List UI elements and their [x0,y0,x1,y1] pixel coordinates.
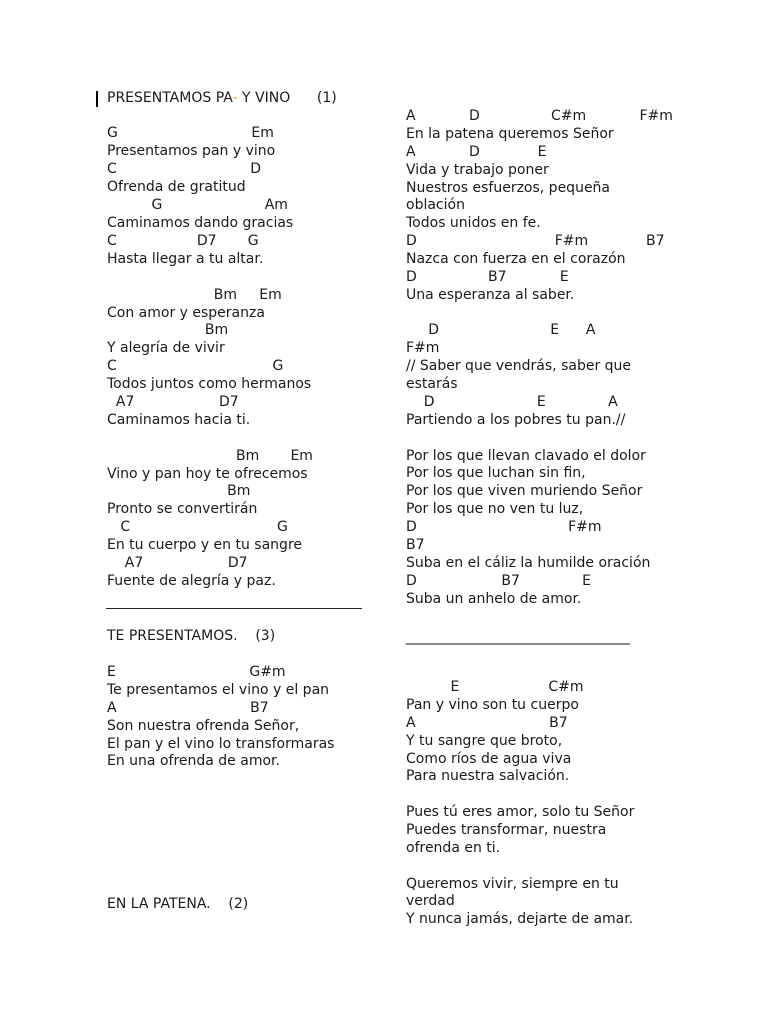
left-line-14: Todos juntos como hermanos [107,376,312,392]
right-line-33: Puedes transformar, nuestra [406,822,607,838]
left-line-2: Presentamos pan y vino [107,143,276,159]
right-separator-line: ________________________________ [406,629,630,645]
right-line-18: Por los que luchan sin fin, [406,465,586,481]
left-line-25: TE PRESENTAMOS. (3) [107,628,276,644]
right-line-30: Como ríos de agua viva [406,751,572,767]
right-line-9: D B7 E [406,269,569,285]
left-line-13: C G [107,358,284,374]
right-line-32: Pues tú eres amor, solo tu Señor [406,804,635,820]
right-line-31: Para nuestra salvación. [406,768,570,784]
right-line-26: E C#m [406,679,584,695]
right-line-25: Suba un anhelo de amor. [406,591,582,607]
left-line-10: Con amor y esperanza [107,305,265,321]
right-line-14: estarás [406,376,458,392]
left-line-16: Caminamos hacia ti. [107,412,251,428]
right-line-35: Queremos vivir, siempre en tu [406,876,619,892]
right-line-12: F#m [406,340,440,356]
right-line-34: ofrenda en ti. [406,840,501,856]
right-line-16: Partiendo a los pobres tu pan.// [406,412,626,428]
right-line-27: Pan y vino son tu cuerpo [406,697,579,713]
left-line-24: Fuente de alegría y paz. [107,573,276,589]
left-line-31: En una ofrenda de amor. [107,753,280,769]
left-line-1: G Em [107,125,274,141]
left-line-17: Bm Em [107,448,313,464]
right-line-5: oblación [406,197,465,213]
right-line-13: // Saber que vendrás, saber que [406,358,632,374]
right-line-37: Y nunca jamás, dejarte de amar. [406,911,634,927]
left-line-29: Son nuestra ofrenda Señor, [107,718,300,734]
right-line-20: Por los que no ven tu luz, [406,501,584,517]
right-line-22: B7 [406,537,425,553]
right-line-7: D F#m B7 [406,233,665,249]
left-line-27: Te presentamos el vino y el pan [107,682,330,698]
left-line-32: EN LA PATENA. (2) [107,896,249,912]
left-line-12: Y alegría de vivir [107,340,225,356]
right-line-19: Por los que viven muriendo Señor [406,483,643,499]
left-line-19: Bm [107,483,251,499]
right-line-2: A D E [406,144,547,160]
left-line-5: G Am [107,197,288,213]
left-line-22: En tu cuerpo y en tu sangre [107,537,303,553]
left-line-18: Vino y pan hoy te ofrecemos [107,466,308,482]
right-line-3: Vida y trabajo poner [406,162,549,178]
right-line-8: Nazca con fuerza en el corazón [406,251,626,267]
left-line-3: C D [107,161,262,177]
right-line-17: Por los que llevan clavado el dolor [406,448,646,464]
left-separator-line [106,608,362,609]
right-line-4: Nuestros esfuerzos, pequeña [406,180,611,196]
right-line-29: Y tu sangre que broto, [406,733,563,749]
left-line-28: A B7 [107,700,269,716]
title-dash: - [232,90,238,106]
left-line-21: C G [107,519,288,535]
right-line-23: Suba en el cáliz la humilde oración [406,555,651,571]
right-line-10: Una esperanza al saber. [406,287,575,303]
right-line-28: A B7 [406,715,568,731]
left-line-0 [107,90,337,108]
title-main: PRESENTAMOS PA [107,90,233,106]
left-line-4: Ofrenda de gratitud [107,179,246,195]
left-line-20: Pronto se convertirán [107,501,258,517]
left-line-23: A7 D7 [107,555,248,571]
left-line-8: Hasta llegar a tu altar. [107,251,264,267]
left-line-26: E G#m [107,664,286,680]
right-line-11: D E A [406,322,596,338]
left-line-11: Bm [107,322,229,338]
left-line-30: El pan y el vino lo transformaras [107,736,335,752]
right-line-15: D E A [406,394,618,410]
title-rest: Y VINO (1) [237,90,337,106]
left-line-6: Caminamos dando gracias [107,215,294,231]
left-line-9: Bm Em [107,287,282,303]
left-line-15: A7 D7 [107,394,239,410]
right-line-6: Todos unidos en fe. [406,215,541,231]
left-line-7: C D7 G [107,233,259,249]
right-line-36: verdad [406,893,455,909]
right-line-1: En la patena queremos Señor [406,126,614,142]
right-line-21: D F#m [406,519,602,535]
right-line-0: A D C#m F#m [406,108,673,124]
right-line-24: D B7 E [406,573,591,589]
text-cursor [96,91,98,107]
